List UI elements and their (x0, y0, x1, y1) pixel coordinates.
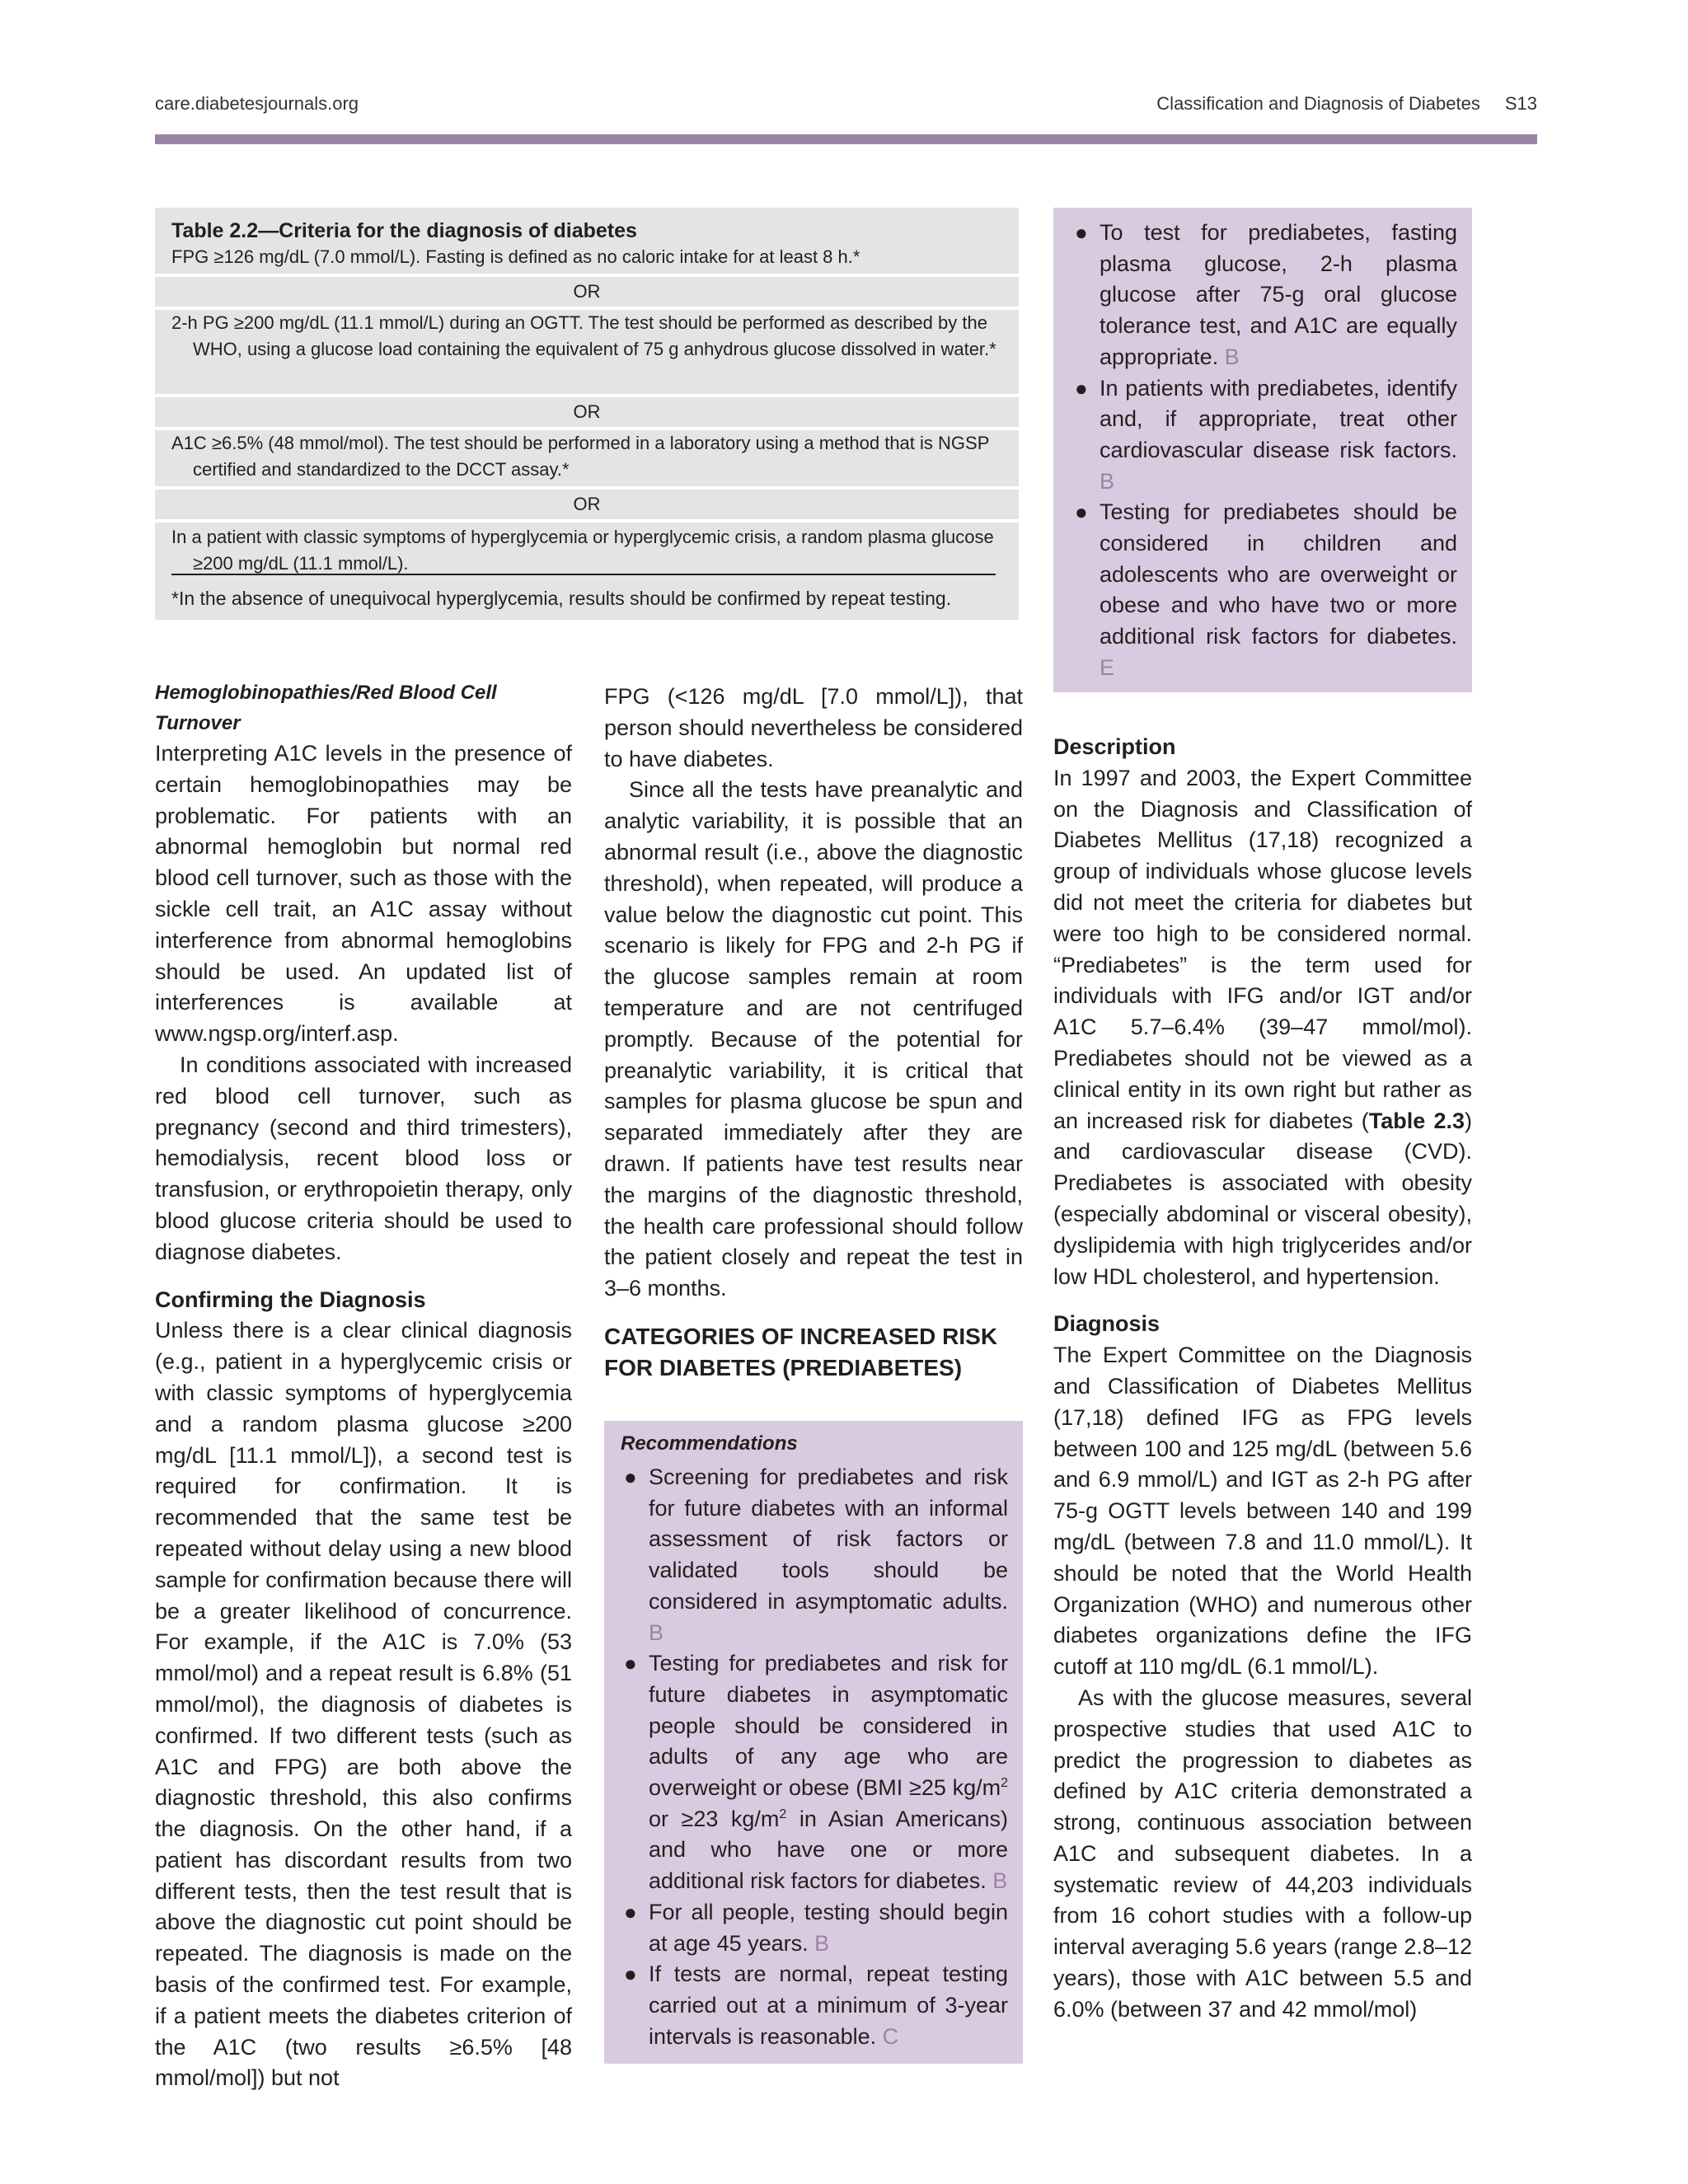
prediabetes-testing-box (1053, 208, 1472, 692)
evidence-grade: B (814, 1930, 830, 1956)
subheading-confirming-diagnosis: Confirming the Diagnosis (155, 1286, 426, 1312)
prediabetes-testing-list (1071, 218, 1457, 684)
evidence-grade: B (1224, 344, 1240, 369)
journal-url[interactable]: care.diabetesjournals.org (155, 93, 359, 114)
column-3 (1053, 732, 1472, 2026)
paragraph: In 1997 and 2003, the Expert Committee on the Diagnosis and Classification of Diabetes Mellitus (17,18) recognized a group of individuals whose glucose levels did not meet the criteria for diabetes but were too high to be considered normal. “Prediabetes” is the term used for individuals with IFG and/or IGT and/or A1C 5.7–6.4% (39–47 mmol/mol). Prediabetes should not be viewed as a clinical entity in its own right but rather as an increased risk for diabetes (Table 2.3) and cardiovascular disease (CVD). Prediabetes is associated with obesity (especially abdominal or visceral obesity), dyslipidemia with high triglycerides and/or low HDL cholesterol, and hypertension. (1053, 765, 1472, 1289)
list-item: ● If tests are normal, repeat testing carried out at a minimum of 3-year intervals is reasonable. C (621, 1959, 1008, 2052)
table-or: OR (573, 401, 601, 422)
paragraph: As with the glucose measures, several prospective studies that used A1C to predict the progression to diabetes as defined by A1C criteria demonstrated a strong, continuous association between A1C and subsequent diabetes. In a systematic review of 44,203 individuals from 16 cohort studies with a follow-up interval averaging 5.6 years (range 2.8–12 years), those with A1C between 5.5 and 6.0% (between 37 and 42 mmol/mol) (1053, 1685, 1472, 2022)
bullet-icon: ● (624, 1651, 637, 1676)
list-item: ● For all people, testing should begin at age 45 years. B (621, 1897, 1008, 1959)
running-header (1156, 93, 1537, 115)
subheading-hemoglobinopathies: Hemoglobinopathies/Red Blood Cell Turnover (155, 682, 497, 734)
table-separator (155, 394, 1019, 397)
list-item: ● Testing for prediabetes and risk for future diabetes in asymptomatic people should be considered in adults of any age who are overweight or obese (BMI ≥25 $kg/m^2$ or ≥23 $kg/m^2$ in Asian Americans) and who have one or more additional risk factors for diabetes. B (621, 1648, 1008, 1897)
evidence-grade: C (882, 2023, 899, 2049)
list-item: ● To test for prediabetes, fasting plasma glucose, 2-h plasma glucose after 75-g oral glucose tolerance test, and A1C are equally appropriate. B (1071, 218, 1457, 373)
column-1 (155, 677, 572, 2094)
table-reference[interactable]: Table 2.3 (1368, 1108, 1465, 1133)
table-row-a1c: A1C ≥6.5% (48 mmol/mol). The test should be performed in a laboratory using a method that is NGSP certified and standardized to the DCCT assay.* (171, 433, 989, 480)
section-title: Classification and Diagnosis of Diabetes (1156, 93, 1480, 114)
bullet-icon: ● (624, 1465, 637, 1489)
header-rule (155, 134, 1537, 144)
paragraph: Unless there is a clear clinical diagnosis (e.g., patient in a hyperglycemic crisis or with classic symptoms of hyperglycemia and a random plasma glucose ≥200 mg/dL [11.1 mmol/L]), a second test is required for confirmation. It is recommended that the same test be repeated without delay using a new blood sample for confirmation because there will be a greater likelihood of concurrence. For example, if the A1C is 7.0% (53 mmol/mol) and a repeat result is 6.8% (51 mmol/mol), the diagnosis of diabetes is confirmed. If two different tests (such as A1C and FPG) are both above the diagnostic threshold, this also confirms the diagnosis. On the other hand, if a patient has discordant results from two different tests, then the test result that is above the diagnostic cut point should be repeated. The diagnosis is made on the basis of the confirmed test. For example, if a patient meets the diabetes criterion of the A1C (two results ≥6.5% [48 mmol/mol]) but not (155, 1318, 572, 2091)
list-item: ● Testing for prediabetes should be considered in children and adolescents who are overweight or obese and who have two or more additional risk factors for diabetes. E (1071, 497, 1457, 683)
table-row-fpg: FPG ≥126 mg/dL (7.0 mmol/L). Fasting is defined as no caloric intake for at least 8 h.* (171, 246, 860, 267)
table-row-ogtt: 2-h PG ≥200 mg/dL (11.1 mmol/L) during an OGTT. The test should be performed as described by the WHO, using a glucose load containing the equivalent of 75 g anhydrous glucose dissolved in water.* (171, 312, 996, 359)
column-2 (604, 682, 1023, 1384)
evidence-grade: B (992, 1868, 1008, 1894)
list-item: ● In patients with prediabetes, identify and, if appropriate, treat other cardiovascular disease risk factors. B (1071, 373, 1457, 498)
table-bottom-rule (171, 574, 996, 575)
recommendations-heading: Recommendations (621, 1432, 798, 1455)
recommendations-box (604, 1421, 1023, 2064)
table-separator (155, 274, 1019, 277)
subheading-description: Description (1053, 734, 1176, 759)
bullet-icon: ● (1075, 220, 1088, 245)
paragraph: Since all the tests have preanalytic and analytic variability, it is possible that an abnormal result (i.e., above the diagnostic threshold), when repeated, will produce a value below the diagnostic cut point. This scenario is likely for FPG and 2-h PG if the glucose samples remain at room temperature and are not centrifuged promptly. Because of the potential for preanalytic variability, it is critical that samples for plasma glucose be spun and separated immediately after they are drawn. If patients have test results near the margins of the diagnostic threshold, the health care professional should follow the patient closely and repeat the test in 3–6 months. (604, 777, 1023, 1301)
section-heading-prediabetes: CATEGORIES OF INCREASED RISK FOR DIABETES (PREDIABETES) (604, 1323, 998, 1380)
bullet-icon: ● (624, 1899, 637, 1924)
list-item: ● Screening for prediabetes and risk for future diabetes with an informal assessment of risk factors or validated tools should be considered in asymptomatic adults. B (621, 1462, 1008, 1648)
paragraph: Interpreting A1C levels in the presence of certain hemoglobinopathies may be problematic. For patients with an abnormal hemoglobin but normal red blood cell turnover, such as those with the sickle cell trait, an A1C assay without interference from abnormal hemoglobins should be used. An updated list of interferences is available at www.ngsp.org/interf.asp. (155, 741, 572, 1047)
recommendations-list (621, 1462, 1008, 2052)
table-or: OR (573, 281, 601, 302)
table-separator (155, 519, 1019, 523)
table-row-random-glucose: In a patient with classic symptoms of hyperglycemia or hyperglycemic crisis, a random plasma glucose ≥200 mg/dL (11.1 mmol/L). (171, 527, 994, 574)
evidence-grade: E (1100, 654, 1115, 680)
subheading-diagnosis: Diagnosis (1053, 1311, 1160, 1337)
bullet-icon: ● (1075, 499, 1088, 525)
evidence-grade: B (649, 1619, 664, 1645)
bullet-icon: ● (624, 1961, 637, 1987)
paragraph: The Expert Committee on the Diagnosis and Classification of Diabetes Mellitus (17,18) defined IFG as FPG levels between 100 and 125 mg/dL (between 5.6 and 6.9 mmol/L) and IGT as 2-h PG after 75-g OGTT levels between 140 and 199 mg/dL (between 7.8 and 11.0 mmol/L). It should be noted that the World Health Organization (WHO) and numerous other diabetes organizations define the IFG cutoff at 110 mg/dL (6.1 mmol/L). (1053, 1343, 1472, 1680)
paragraph: In conditions associated with increased red blood cell turnover, such as pregnancy (second and third trimesters), hemodialysis, recent blood loss or transfusion, or erythropoietin therapy, only blood glucose criteria should be used to diagnose diabetes. (155, 1052, 572, 1264)
paragraph: FPG (<126 mg/dL [7.0 mmol/L]), that person should nevertheless be considered to have diabetes. (604, 684, 1023, 771)
evidence-grade: B (1100, 468, 1115, 494)
table-footnote: *In the absence of unequivocal hyperglycemia, results should be confirmed by repeat testing. (171, 588, 952, 609)
table-separator (155, 486, 1019, 490)
bullet-icon: ● (1075, 375, 1088, 401)
table-or: OR (573, 494, 601, 514)
diagnosis-criteria-table (155, 208, 1019, 620)
table-title: Table 2.2—Criteria for the diagnosis of diabetes (171, 219, 637, 242)
page-number: S13 (1504, 93, 1537, 114)
